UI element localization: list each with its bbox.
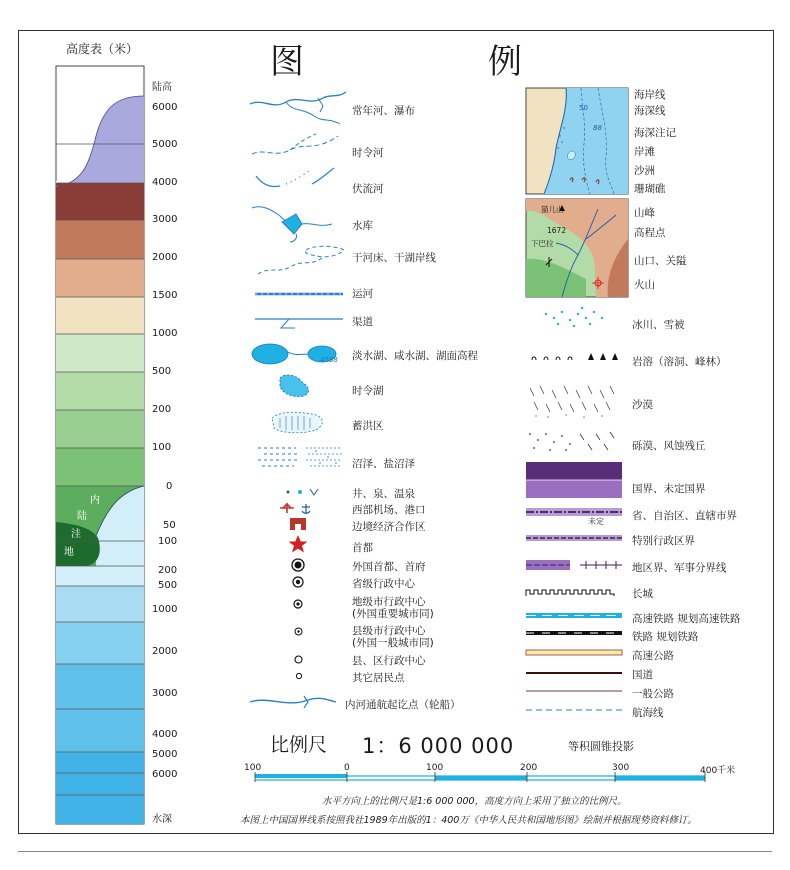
height-label: 1000	[152, 328, 178, 339]
legend-label: 特别行政区界	[632, 535, 695, 547]
terrain-elev: 1672	[547, 226, 567, 235]
basin-char-3: 洼	[71, 529, 81, 540]
district-border-icon	[526, 558, 622, 572]
band-blue5	[56, 752, 144, 824]
flood-storage-icon	[268, 408, 328, 436]
reservoir-icon	[250, 200, 340, 242]
basin-char-1: 内	[90, 495, 100, 506]
scale-tick: 200	[520, 763, 538, 773]
legend-label: 砾漠、风蚀残丘	[632, 440, 706, 452]
scale-tick: 0	[344, 763, 350, 773]
legend-label: 干河床、干湖岸线	[352, 252, 436, 264]
legend-label: 长城	[632, 588, 653, 600]
legend-label: 运河	[352, 288, 373, 300]
provincial-border-icon	[526, 508, 622, 516]
legend-label: 沙漠	[632, 399, 653, 411]
band-blue3	[56, 622, 144, 664]
legend-label: 铁路 规划铁路	[632, 631, 699, 643]
sea-route-icon	[526, 708, 622, 712]
great-wall-icon	[526, 588, 616, 598]
legend-label: (外国一般城市同)	[352, 637, 434, 649]
band-blue1	[56, 566, 144, 586]
label-land-top: 陆高	[152, 82, 172, 93]
height-table-title: 高度表（米）	[66, 42, 139, 56]
county-center-icon	[294, 655, 303, 664]
terrain-pass-name: 下巴拉	[531, 239, 554, 248]
height-label: 5000	[152, 749, 178, 760]
coast-inset-map	[526, 88, 628, 194]
height-label: 200	[152, 404, 172, 415]
legend-title-char-2: 例	[488, 42, 524, 82]
national-road-icon	[526, 671, 622, 675]
note-border: 本图上中国国界线系按照我社1989年出版的1：400万《中华人民共和国地形图》绘制并根据现势资料修订。	[240, 815, 697, 826]
dry-riverbed-icon	[256, 244, 346, 280]
height-label: 5000	[152, 139, 178, 150]
legend-label: 其它居民点	[352, 672, 405, 684]
marsh-icon	[256, 444, 346, 474]
band-green3	[56, 448, 144, 486]
airport-port-icon	[278, 501, 322, 515]
legend-label: 伏流河	[352, 183, 384, 195]
height-label: 4000	[152, 177, 178, 188]
county-city-center-icon	[294, 627, 303, 636]
high-speed-rail-icon	[526, 613, 622, 619]
scale-bar	[255, 770, 715, 784]
legend-label: 水库	[352, 220, 373, 232]
desert-icon	[526, 384, 616, 420]
scale-tick: 100	[426, 763, 444, 773]
height-color-bar	[56, 66, 146, 826]
band-brown-dark	[56, 183, 144, 220]
height-label: 500	[158, 580, 178, 591]
legend-label: 县、区行政中心	[352, 655, 426, 667]
legend-label: 高程点	[634, 227, 666, 239]
legend-label: 地区界、军事分界线	[632, 562, 727, 574]
basin-char-2: 陆	[77, 511, 87, 522]
well-spring-icon	[284, 487, 324, 497]
legend-label: 冰川、雪被	[632, 319, 685, 331]
legend-title-char-1: 图	[270, 42, 306, 82]
band-green-pale	[56, 334, 144, 372]
legend-label: 西部机场、港口	[352, 504, 426, 516]
height-label: 1000	[152, 604, 178, 615]
legend-label: (外国重要城市同)	[352, 608, 434, 620]
other-settlement-icon	[295, 672, 303, 680]
legend-label: 沼泽、盐沼泽	[352, 458, 415, 470]
channel-icon	[255, 316, 345, 330]
undefined-border-label: 未定	[588, 517, 604, 526]
prefecture-center-icon	[293, 599, 303, 609]
height-label: 500	[152, 366, 172, 377]
capital-star-icon	[288, 534, 308, 554]
legend-label: 渠道	[352, 316, 373, 328]
legend-label: 时令湖	[352, 385, 384, 397]
lake-elevation: 4588	[320, 356, 338, 364]
band-blue4	[56, 664, 144, 752]
height-label: 4000	[152, 729, 178, 740]
basin-char-4: 地	[64, 547, 74, 558]
height-label: 200	[158, 565, 178, 576]
perennial-river-icon	[248, 90, 348, 130]
legend-label: 海岸线	[634, 89, 666, 101]
legend-label: 海深线	[634, 105, 666, 117]
legend-label: 省级行政中心	[352, 578, 415, 590]
band-green2	[56, 410, 144, 448]
legend-label: 航海线	[632, 707, 664, 719]
label-water-bottom: 水深	[152, 814, 172, 825]
height-label: 6000	[152, 102, 178, 113]
gravel-desert-icon	[526, 430, 616, 454]
scale-title: 比例尺	[270, 734, 328, 756]
legend-label: 淡水湖、咸水湖、湖面高程	[352, 350, 478, 362]
height-label: 2000	[152, 252, 178, 263]
band-beige	[56, 297, 144, 334]
coast-depth-88: 88	[593, 124, 602, 132]
height-label: 100	[152, 442, 172, 453]
height-label: 3000	[152, 214, 178, 225]
legend-label: 珊瑚礁	[634, 183, 666, 195]
scale-tick: 300	[612, 763, 630, 773]
karst-icon	[530, 350, 625, 362]
legend-label: 国道	[632, 669, 653, 681]
height-label: 6000	[152, 769, 178, 780]
legend-label: 边境经济合作区	[352, 521, 426, 533]
height-label: 50	[163, 520, 176, 531]
legend-label: 山峰	[634, 207, 655, 219]
general-road-icon	[526, 689, 622, 693]
legend-label: 火山	[634, 279, 655, 291]
legend-label: 内河通航起讫点（轮船）	[345, 699, 461, 711]
legend-label: 高速公路	[632, 650, 674, 662]
note-scale: 水平方向上的比例尺是1:6 000 000，高度方向上采用了独立的比例尺。	[322, 796, 627, 807]
legend-label: 一般公路	[632, 688, 674, 700]
legend-label: 山口、关隘	[634, 255, 687, 267]
band-tan	[56, 259, 144, 297]
scale-tick: 400千米	[700, 766, 736, 776]
foreign-capital-icon	[291, 558, 305, 572]
legend-label: 井、泉、温泉	[352, 488, 415, 500]
legend-label: 时令河	[352, 147, 384, 159]
glacier-icon	[538, 306, 618, 328]
canal-icon	[255, 291, 345, 297]
height-label: 0	[166, 481, 173, 492]
band-blue2	[56, 586, 144, 622]
lake-icon	[250, 342, 345, 368]
band-brown	[56, 220, 144, 259]
seasonal-river-icon	[250, 132, 340, 162]
legend-label: 岩溶（溶洞、峰林）	[632, 356, 727, 368]
sar-border-icon	[526, 535, 622, 541]
provincial-center-icon	[292, 576, 304, 588]
railway-icon	[526, 631, 622, 637]
bottom-rule	[18, 851, 772, 852]
legend-label: 常年河、瀑布	[352, 105, 415, 117]
legend-label: 省、自治区、直辖市界	[632, 510, 737, 522]
legend-label: 首都	[352, 542, 373, 554]
legend-label: 国界、未定国界	[632, 483, 706, 495]
terrain-peak-name: 猫儿山	[541, 205, 564, 214]
height-label: 100	[158, 536, 178, 547]
legend-label: 地级市行政中心	[352, 596, 426, 608]
legend-label: 蓄洪区	[352, 420, 384, 432]
projection: 等积圆锥投影	[568, 740, 634, 753]
underground-river-icon	[250, 166, 340, 196]
height-label: 2000	[152, 646, 178, 657]
legend-label: 高速铁路 规划高速铁路	[632, 613, 741, 625]
legend-label: 外国首都、首府	[352, 561, 426, 573]
height-label: 3000	[152, 688, 178, 699]
seasonal-lake-icon	[276, 372, 316, 398]
legend-label: 海深注记	[634, 127, 676, 139]
legend-label: 沙洲	[634, 165, 655, 177]
scale-ratio: 1：6 000 000	[362, 734, 515, 758]
scale-tick: 100	[244, 763, 262, 773]
coast-depth-50: 50	[579, 104, 588, 112]
band-green1	[56, 372, 144, 410]
national-border-icon	[526, 462, 622, 498]
height-label: 1500	[152, 290, 178, 301]
legend-label: 岸滩	[634, 146, 655, 158]
border-economic-zone-icon	[290, 518, 306, 530]
legend-label: 县级市行政中心	[352, 625, 426, 637]
expressway-icon	[526, 650, 622, 656]
navigation-point-icon	[248, 692, 338, 714]
